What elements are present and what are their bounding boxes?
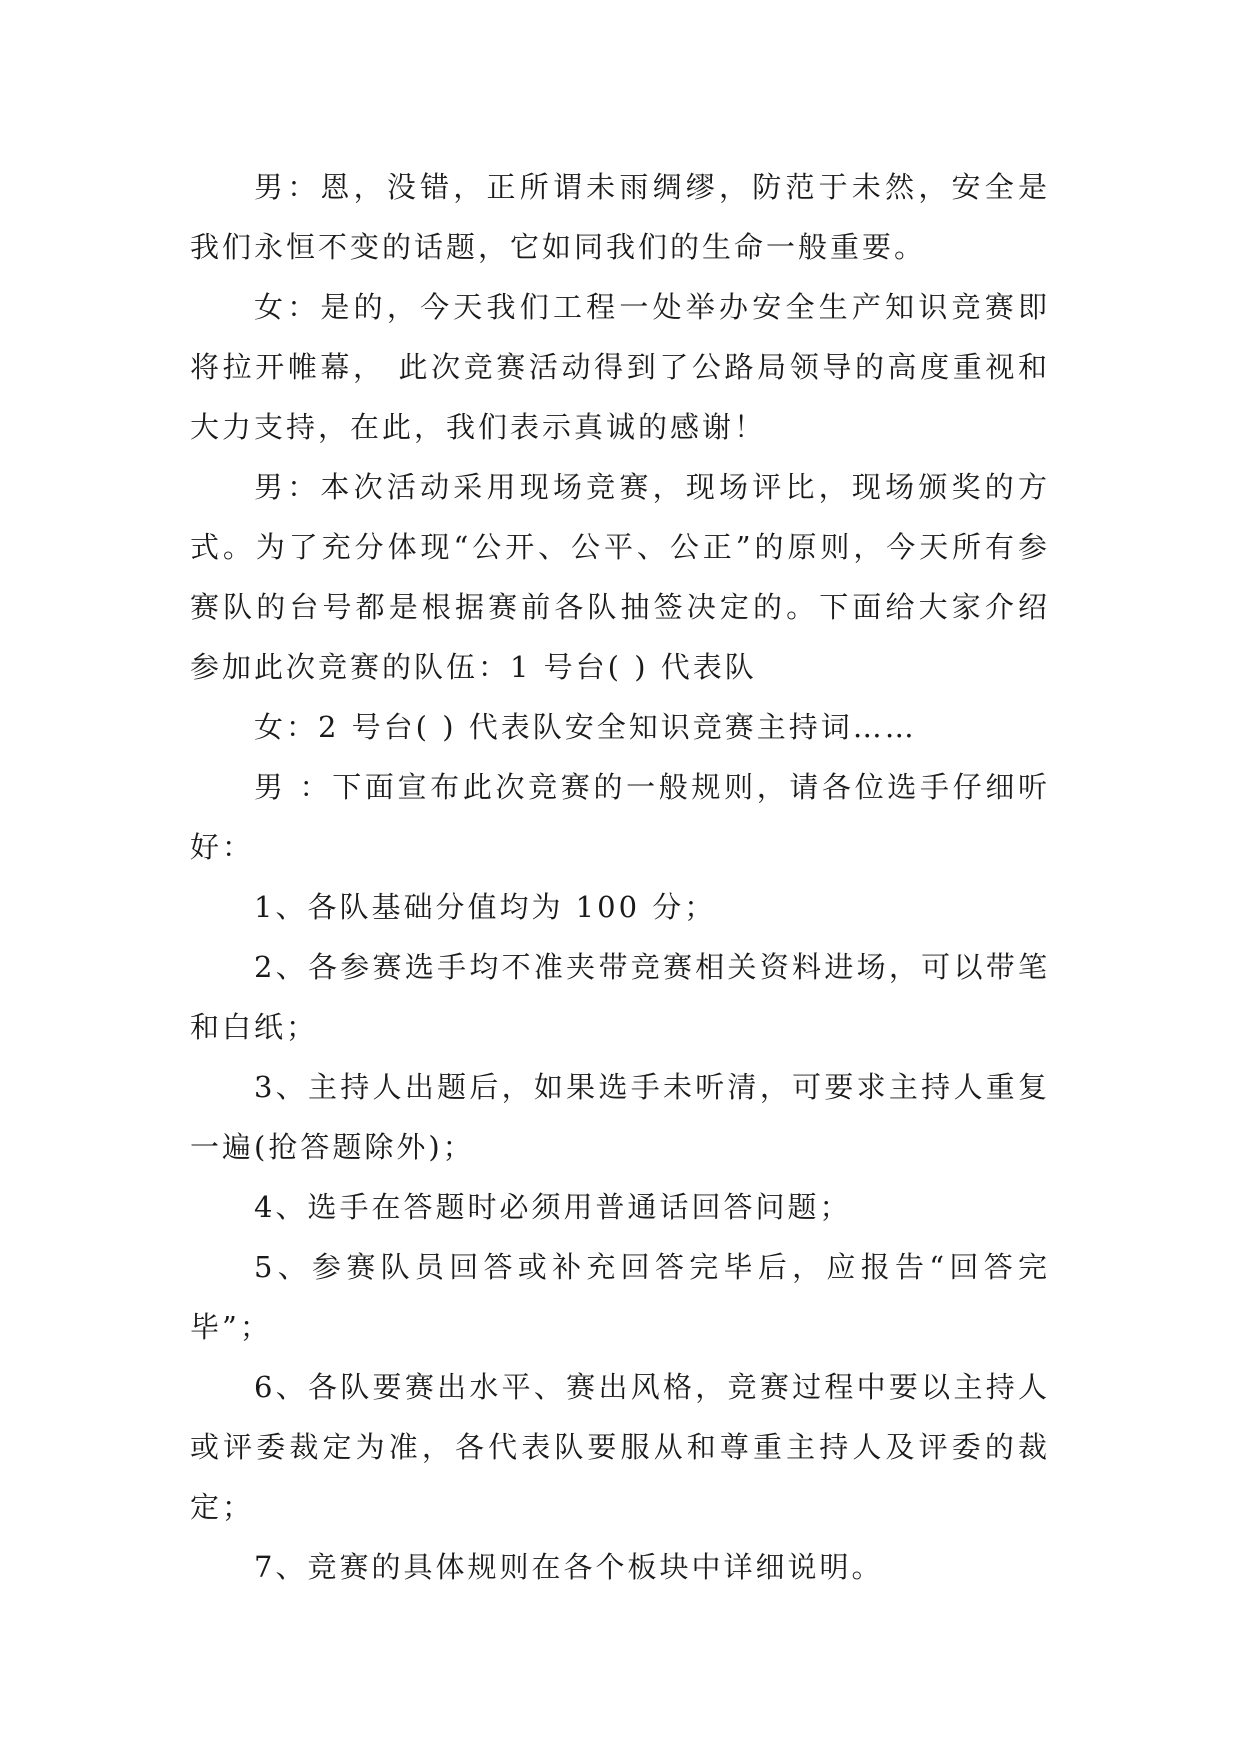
paragraph: 男 ：下面宣布此次竞赛的一般规则，请各位选手仔细听好： (190, 770, 1050, 864)
document-body (190, 157, 1063, 1597)
rule-item: 6、各队要赛出水平、赛出风格，竞赛过程中要以主持人 或评委裁定为准，各代表队要服从和尊重主持人及评委的裁定； (190, 1370, 1063, 1524)
rule-item: 5、参赛队员回答或补充回答完毕后，应报告“回答完毕”； (190, 1250, 1050, 1344)
paragraph: 女：是的，今天我们工程一处举办安全生产知识竞赛即将拉开帷幕， 此次竞赛活动得到了公路局领导的高度重视和大力支持，在此，我们表示真诚的感谢！ (190, 290, 1050, 444)
paragraph: 男：本次活动采用现场竞赛，现场评比，现场颁奖的方式。为了充分体现“公开、公平、公正”的原则，今天所有参赛队的台号都是根据赛前各队抽签决定的。下面给大家介绍参加此次竞赛的队伍：1 号台( ) 代表队 (190, 470, 1050, 684)
rule-item: 7、竞赛的具体规则在各个板块中详细说明。 (254, 1550, 884, 1584)
rule-item: 1、各队基础分值均为 100 分； (254, 890, 717, 924)
rule-item: 4、选手在答题时必须用普通话回答问题； (254, 1190, 852, 1224)
rule-item: 2、各参赛选手均不准夹带竞赛相关资料进场，可以带笔 和白纸； (190, 950, 1063, 1044)
paragraph: 男：恩，没错，正所谓未雨绸缪，防范于未然，安全是我们永恒不变的话题，它如同我们的生命一般重要。 (190, 170, 1050, 264)
rule-item: 3、主持人出题后，如果选手未听清，可要求主持人重复 一遍(抢答题除外)； (190, 1070, 1063, 1164)
paragraph: 女：2 号台( ) 代表队安全知识竞赛主持词…… (254, 710, 917, 744)
